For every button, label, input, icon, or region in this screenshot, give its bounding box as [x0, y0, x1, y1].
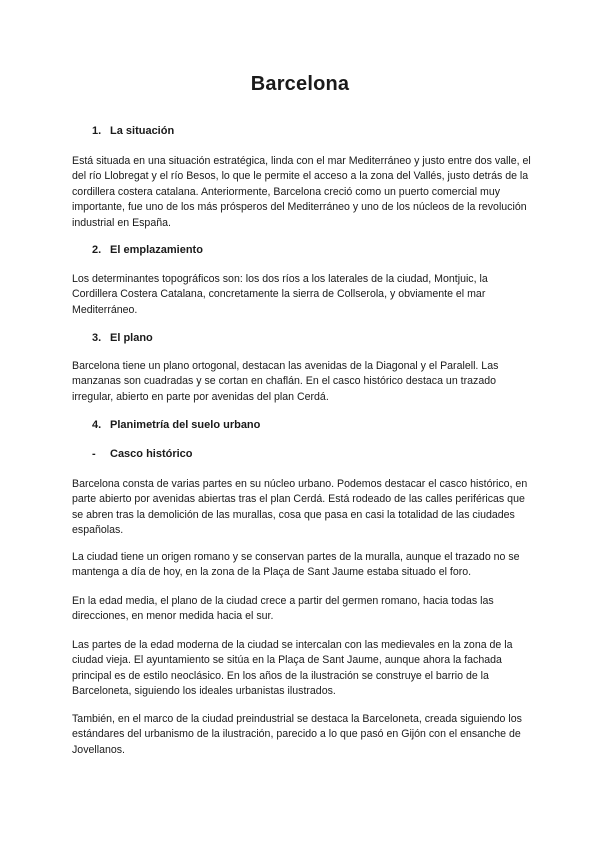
section-title: El emplazamiento: [110, 244, 203, 256]
paragraph: La ciudad tiene un origen romano y se conservan partes de la muralla, aunque el trazado no se mantenga a día de hoy, en la zona de la Plaça de Sant Jaume estaba situado el foro.: [72, 551, 520, 579]
section-heading-emplazamiento: [92, 244, 203, 256]
section-number: 4.: [92, 419, 102, 431]
paragraph: Los determinantes topográficos son: los dos ríos a los laterales de la ciudad, Montjuic, la Cordillera Costera Catalana, concretamente la sierra de Collserola, y obviamente el mar Mediterráneo.: [72, 273, 488, 316]
paragraph: Barcelona tiene un plano ortogonal, destacan las avenidas de la Diagonal y el Paralell. Las manzanas son cuadradas y se cortan en chaflán. En el casco histórico destaca un trazado irregular, abierto en parte por avenidas del plan Cerdá.: [72, 360, 499, 403]
subsection-title: Casco histórico: [110, 448, 193, 460]
paragraph: También, en el marco de la ciudad preindustrial se destaca la Barceloneta, creada siguiendo los estándares del urbanismo de la ilustración, parecido a lo que pasó en Gijón con el ensanche de Jovellanos.: [72, 713, 522, 756]
section-title: Planimetría del suelo urbano: [110, 419, 261, 431]
paragraph: Las partes de la edad moderna de la ciudad se intercalan con las medievales en la zona de la ciudad vieja. El ayuntamiento se sitúa en la Plaça de Sant Jaume, aunque ahora la fachada principal es de estilo neoclásico. En los años de la ilustración se construye el barrio de la Barceloneta, siguiendo los ideales urbanistas ilustrados.: [72, 639, 513, 698]
paragraph: En la edad media, el plano de la ciudad crece a partir del germen romano, hacia todas las direcciones, en menor medida hacia el sur.: [72, 595, 494, 623]
paragraph: Barcelona consta de varias partes en su núcleo urbano. Podemos destacar el casco histórico, en parte abierto por avenidas abiertas tras el plan Cerdá. Está rodeado de las calles periféricas que se abren tras la demolición de las murallas, cosa que pasa en casi la totalidad de las ciudades españolas.: [72, 478, 528, 537]
section-number: 1.: [92, 125, 102, 137]
paragraph: Está situada en una situación estratégica, linda con el mar Mediterráneo y justo entre dos valle, el del río Llobregat y el río Besos, lo que le permite el acceso a la zona del Vallés, justo detrás de la cordillera costera catalana. Anteriormente, Barcelona creció como un puerto comercial muy importante, fue uno de los más prósperos del Mediterráneo y uno de los núcleos de la revolución industrial en España.: [72, 155, 531, 229]
section-heading-situacion: [92, 125, 174, 137]
section-number: 3.: [92, 332, 102, 344]
subsection-heading-casco-historico: [92, 448, 193, 460]
section-title: La situación: [110, 125, 175, 137]
document-title: Barcelona: [250, 73, 350, 95]
section-heading-plano: [92, 332, 153, 344]
section-title: El plano: [110, 332, 153, 344]
section-heading-planimetria: [92, 419, 260, 431]
subsection-bullet: -: [92, 448, 96, 460]
section-number: 2.: [92, 244, 102, 256]
